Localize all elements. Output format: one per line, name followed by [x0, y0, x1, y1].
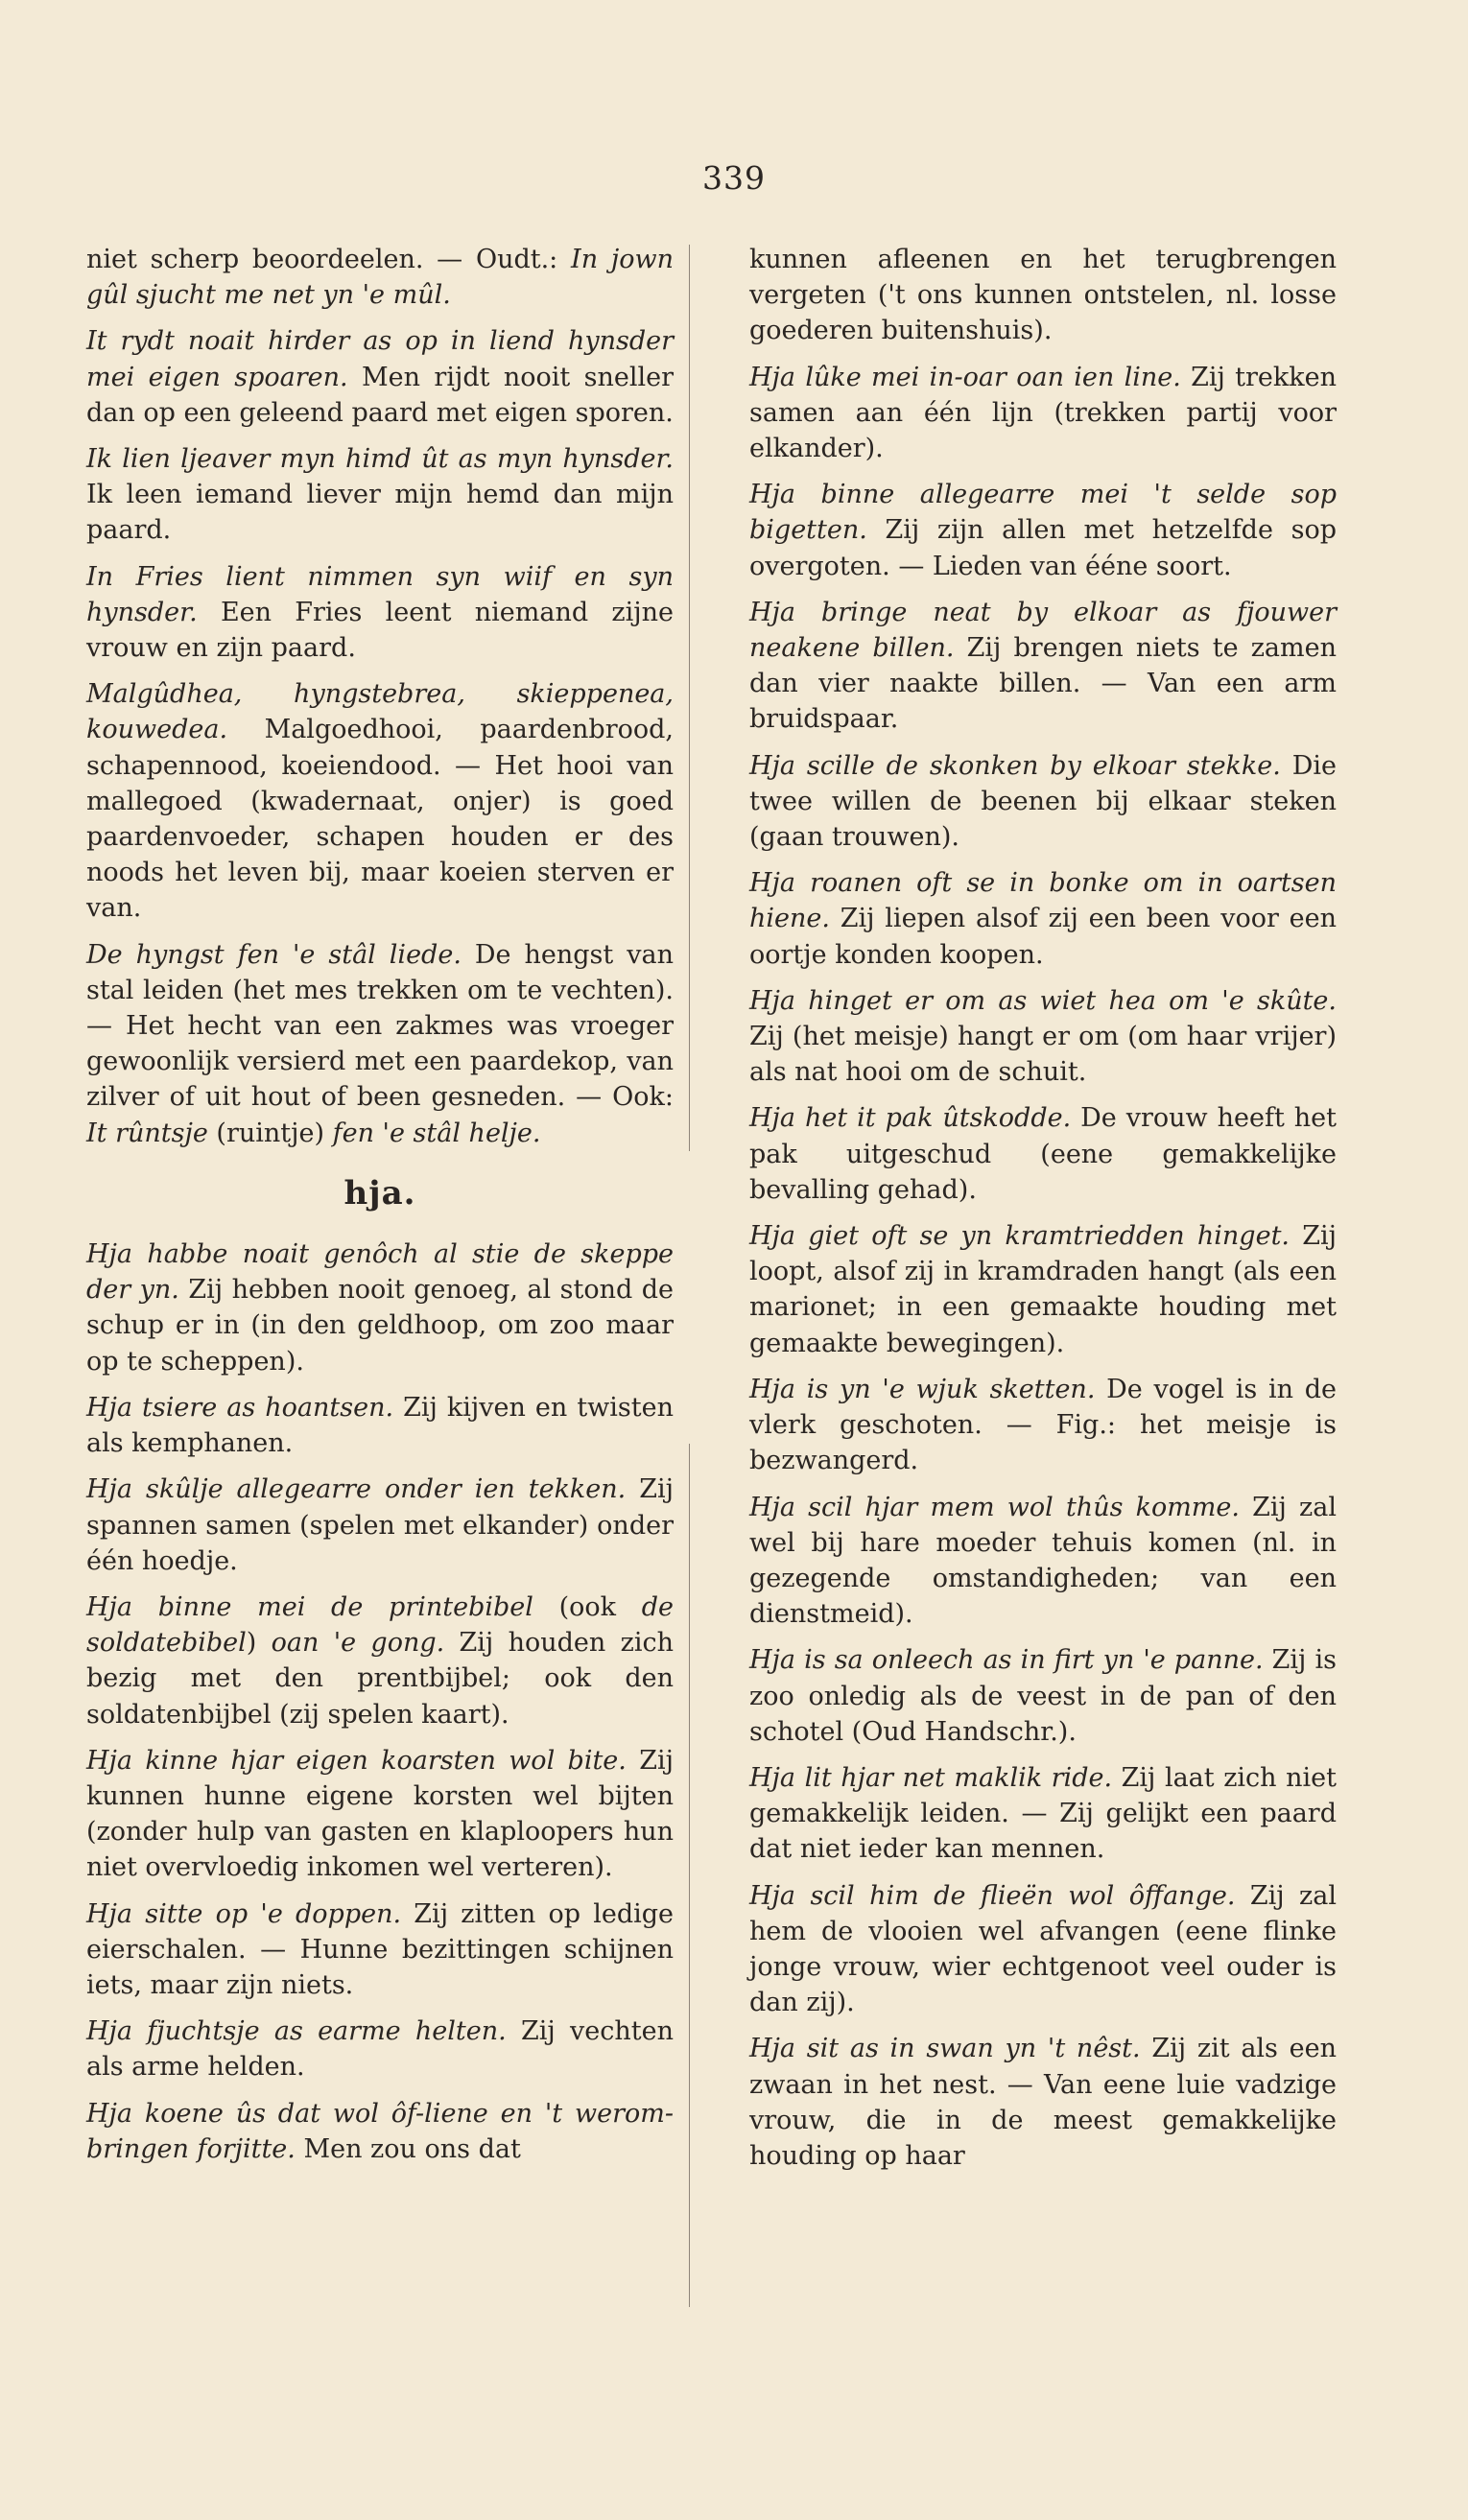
entry [749, 477, 1337, 584]
section-heading: hja. [343, 1173, 416, 1213]
translation: Men rijdt nooit sneller dan op een geleend paard met eigen sporen. [86, 362, 675, 428]
translation: ) [246, 1628, 272, 1659]
entry [86, 441, 674, 549]
entry [86, 1743, 674, 1886]
entry [749, 242, 1337, 349]
translation: Zij vechten als arme helden. [86, 2016, 674, 2083]
frisian-phrase: Hja het it pak ûtskodde. [749, 1103, 1072, 1134]
frisian-phrase: De hyngst fen 'e stâl liede. [86, 939, 462, 970]
translation: Zij brengen niets te zamen dan vier naakte billen. — Van een arm bruidspaar. [749, 633, 1337, 735]
frisian-phrase: Hja bringe neat by elkoar as fjouwer neakene billen. [749, 597, 1337, 664]
entry [86, 1590, 674, 1732]
frisian-phrase: Hja lit hjar net maklik ride. [749, 1762, 1113, 1793]
column-divider-lower [689, 1444, 690, 2307]
entry [749, 2031, 1337, 2174]
translation: De vrouw heeft het pak uitgeschud (eene gemakkelijke bevalling gehad). [749, 1103, 1337, 1205]
entry [749, 360, 1337, 467]
frisian-phrase: Hja fjuchtsje as earme helten. [86, 2016, 507, 2047]
frisian-phrase: Hja koene ûs dat wol ôf-liene en 't werom- bringen forjitte. [86, 2098, 674, 2164]
page-number: 339 [702, 159, 766, 197]
translation: (ook [533, 1591, 642, 1622]
entry [86, 1896, 674, 2004]
entry [749, 1100, 1337, 1208]
translation: De vogel is in de vlerk geschoten. — Fig.: het meisje is bezwangerd. [749, 1374, 1337, 1476]
frisian-phrase: fen 'e stâl helje. [332, 1118, 541, 1148]
frisian-phrase: It rydt noait hirder as op in liend hynsder mei eigen spoaren. [86, 326, 674, 392]
frisian-phrase: Hja tsiere as hoantsen. [86, 1392, 394, 1423]
frisian-phrase: Hja sitte op 'e doppen. [86, 1898, 402, 1929]
entry [86, 1472, 674, 1579]
entry: niet scherp beoordeelen. — Oudt.: In jown gûl sjucht me net yn 'e mûl. [86, 245, 674, 311]
translation: Zij zit als een zwaan in het nest. — Van eene luie vadzige vrouw, die in de meest gemakkelijke houding op haar [749, 2034, 1337, 2171]
translation: De hengst van stal leiden (het mes trekken om te vechten). — Het hecht van een zakmes was vroeger gewoonlijk versierd met een paardekop, van zilver of uit hout of been gesneden. — Ook: [86, 939, 674, 1113]
frisian-phrase: Hja hinget er om as wiet hea om 'e skûte. [749, 985, 1337, 1016]
frisian-phrase: Hja skûlje allegearre onder ien tekken. [86, 1474, 627, 1505]
entry [86, 2096, 674, 2167]
frisian-phrase: Hja sit as in swan yn 't nêst. [749, 2034, 1141, 2064]
entry [86, 676, 674, 926]
entry [86, 1390, 674, 1461]
translation: Zij zal hem de vlooien wel afvangen (eene flinke jonge vrouw, wier echtgenoot veel ouder is dan zij). [749, 1880, 1337, 2018]
translation: Die twee willen de beenen bij elkaar steken (gaan trouwen). [749, 750, 1337, 853]
frisian-phrase: Hja scil him de flieën wol ôffange. [749, 1880, 1236, 1911]
left-column [86, 242, 674, 2178]
translation: Zij loopt, alsof zij in kramdraden hangt (als een marionet; in een gemaakte houding met gemaakte bewegingen). [749, 1221, 1337, 1358]
column-divider [689, 245, 690, 1151]
entry [749, 983, 1337, 1091]
frisian-phrase: Hja lûke mei in-oar oan ien line. [749, 362, 1181, 392]
frisian-phrase: In jown gûl sjucht me net yn 'e mûl. [86, 245, 674, 311]
frisian-phrase: Hja roanen oft se in bonke om in oartsen hiene. [749, 868, 1337, 934]
translation: Zij kunnen hunne eigene korsten wel bijten (zonder hulp van gasten en klaploopers hun niet overvloedig inkomen wel verteren). [86, 1745, 674, 1883]
translation: kunnen afleenen en het terugbrengen vergeten ('t ons kunnen ontstelen, nl. losse goederen buitenshuis). [749, 245, 1337, 346]
translation: Zij zal wel bij hare moeder tehuis komen (nl. in gezegende omstandigheden; van een dienstmeid). [749, 1492, 1338, 1630]
entry [749, 1760, 1337, 1868]
entry [86, 1236, 674, 1379]
translation: Zij zijn allen met hetzelfde sop overgoten. — Lieden van ééne soort. [749, 515, 1337, 581]
frisian-phrase: Hja binne mei de printebibel [86, 1591, 533, 1622]
entry [86, 937, 674, 1151]
translation: Zij trekken samen aan één lijn (trekken partij voor elkander). [749, 362, 1337, 464]
entry [86, 2014, 674, 2084]
entry [749, 595, 1337, 738]
entry [86, 323, 674, 431]
frisian-phrase: oan 'e gong. [271, 1628, 445, 1659]
translation: Zij liepen alsof zij een been voor een oortje konden koopen. [749, 904, 1337, 970]
entry [749, 748, 1337, 856]
frisian-phrase: In Fries lient nimmen syn wiif en syn hynsder. [86, 561, 674, 627]
entry [749, 1372, 1337, 1479]
translation: (ruintje) [207, 1118, 333, 1148]
entry [749, 1218, 1337, 1361]
frisian-phrase: Hja kinne hjar eigen koarsten wol bite. [86, 1745, 627, 1776]
translation: Zij laat zich niet gemakkelijk leiden. — Zij gelijkt een paard dat niet ieder kan mennen. [749, 1762, 1337, 1865]
frisian-phrase: Hja scille de skonken by elkoar stekke. [749, 750, 1281, 781]
entry [749, 865, 1337, 973]
translation: Zij (het meisje) hangt er om (om haar vrijer) als nat hooi om de schuit. [749, 1022, 1337, 1088]
frisian-phrase: Malgûdhea, hyngstebrea, skieppenea, kouwedea. [86, 679, 674, 745]
frisian-phrase: Hja scil hjar mem wol thûs komme. [749, 1492, 1240, 1522]
translation: Een Fries leent niemand zijne vrouw en zijn paard. [86, 597, 674, 664]
translation: Zij houden zich bezig met den prentbijbel; ook den soldatenbijbel (zij spelen kaart). [86, 1628, 674, 1730]
translation: Men zou ons dat [295, 2133, 521, 2164]
translation: Zij spannen samen (spelen met elkander) onder één hoedje. [86, 1474, 674, 1576]
frisian-phrase: Hja is yn 'e wjuk sketten. [749, 1374, 1096, 1404]
entry [749, 1642, 1337, 1750]
frisian-phrase: de soldatebibel [86, 1591, 674, 1659]
frisian-phrase: Hja habbe noait genôch al stie de skeppe der yn. [86, 1239, 674, 1306]
entry [749, 1878, 1337, 2021]
frisian-phrase: Hja binne allegearre mei 't selde sop bigetten. [749, 480, 1337, 546]
frisian-phrase: Hja is sa onleech as in firt yn 'e panne. [749, 1645, 1264, 1676]
entry [86, 559, 674, 667]
frisian-phrase: Hja giet oft se yn kramtriedden hinget. [749, 1221, 1290, 1252]
entry [749, 1490, 1337, 1633]
translation: Ik leen iemand liever mijn hemd dan mijn paard. [86, 480, 674, 546]
frisian-phrase: It rûntsje [86, 1118, 208, 1148]
frisian-phrase: Ik lien ljeaver myn himd ût as myn hynsder. [86, 444, 674, 475]
translation: Malgoedhooi, paardenbrood, schapennood, koeiendood. — Het hooi van mallegoed (kwadernaat, onjer) is goed paardenvoeder, schapen houden er des noods het leven bij, maar koeien sterven er van. [86, 715, 674, 924]
translation: Zij hebben nooit genoeg, al stond de schup er in (in den geldhoop, om zoo maar op te scheppen). [86, 1275, 674, 1377]
right-column [749, 242, 1337, 2184]
translation: Zij zitten op ledige eierschalen. — Hunne bezittingen schijnen iets, maar zijn niets. [86, 1898, 674, 2000]
translation: Zij kijven en twisten als kemphanen. [86, 1392, 674, 1459]
translation: Zij is zoo onledig als de veest in de pan of den schotel (Oud Handschr.). [749, 1645, 1337, 1747]
